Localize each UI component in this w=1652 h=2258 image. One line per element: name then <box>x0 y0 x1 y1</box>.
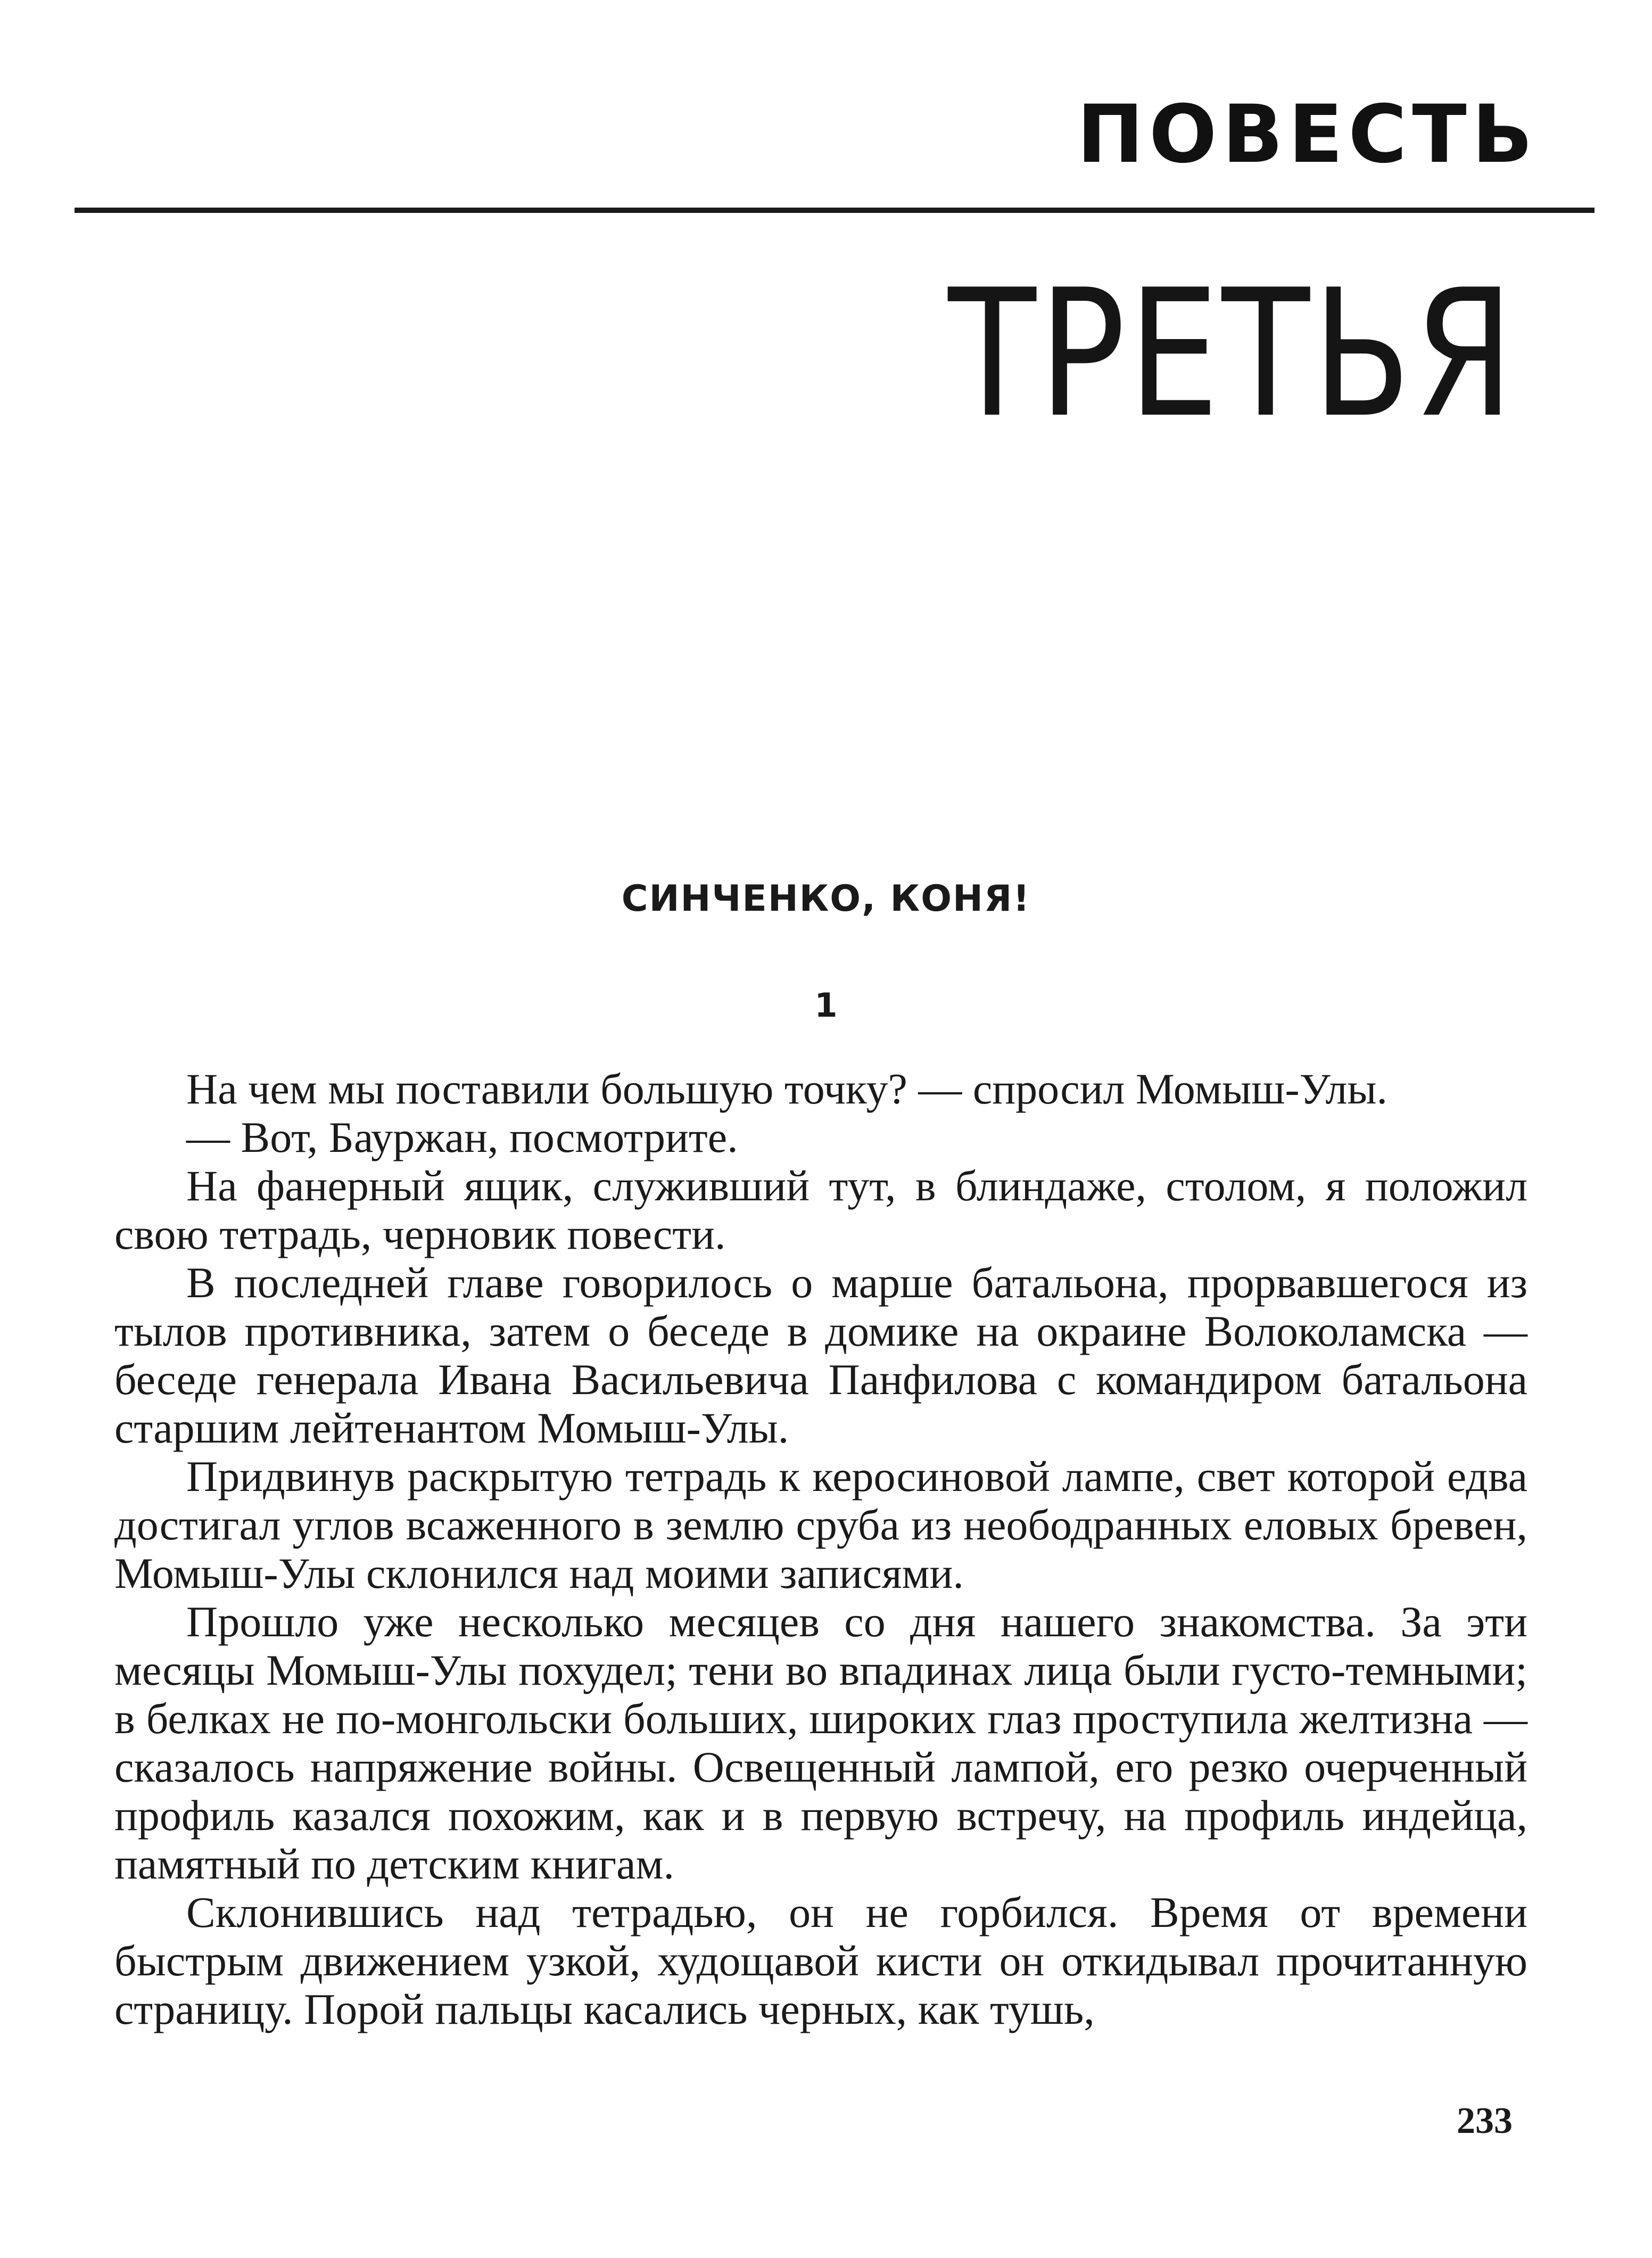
paragraph: На фанерный ящик, служивший тут, в блиндаже, столом, я положил свою тетрадь, черновик повести. <box>114 1161 1527 1258</box>
paragraph: Придвинув раскрытую тетрадь к керосиновой лампе, свет которой едва достигал углов всаженного в землю сруба из неободранных еловых бревен, Момыш-Улы склонился над моими записями. <box>114 1452 1527 1597</box>
paragraph: Склонившись над тетрадью, он не горбился. Время от времени быстрым движением узкой, худощавой кисти он откидывал прочитанную страницу. Порой пальцы касались черных, как тушь, <box>114 1888 1527 2033</box>
header-rule <box>75 208 1595 213</box>
page-number: 233 <box>1457 2100 1513 2141</box>
series-label: ПОВЕСТЬ <box>1077 88 1538 181</box>
story-title: СИНЧЕНКО, КОНЯ! <box>621 878 1031 920</box>
chapter-number: 1 <box>814 986 838 1025</box>
paragraph: Прошло уже несколько месяцев со дня нашего знакомства. За эти месяцы Момыш-Улы похудел; тени во впадинах лица были густо-темными; в белках не по-монгольски больших, широких глаз проступила желтизна — сказалось напряжение войны. Освещенный лампой, его резко очерченный профиль казался похожим, как и в первую встречу, на профиль индейца, памятный по детским книгам. <box>114 1597 1527 1888</box>
part-title: ТРЕТЬЯ <box>948 252 1516 456</box>
paragraph: — Вот, Бауржан, посмотрите. <box>186 1113 738 1161</box>
body-text <box>114 1065 1527 2033</box>
paragraph: На чем мы поставили большую точку? — спросил Момыш-Улы. <box>186 1065 1387 1113</box>
paragraph: В последней главе говорилось о марше батальона, прорвавшегося из тылов противника, затем о беседе в домике на окраине Волоколамска — беседе генерала Ивана Васильевича Панфилова с командиром батальона старшим лейтенантом Момыш-Улы. <box>114 1258 1527 1452</box>
